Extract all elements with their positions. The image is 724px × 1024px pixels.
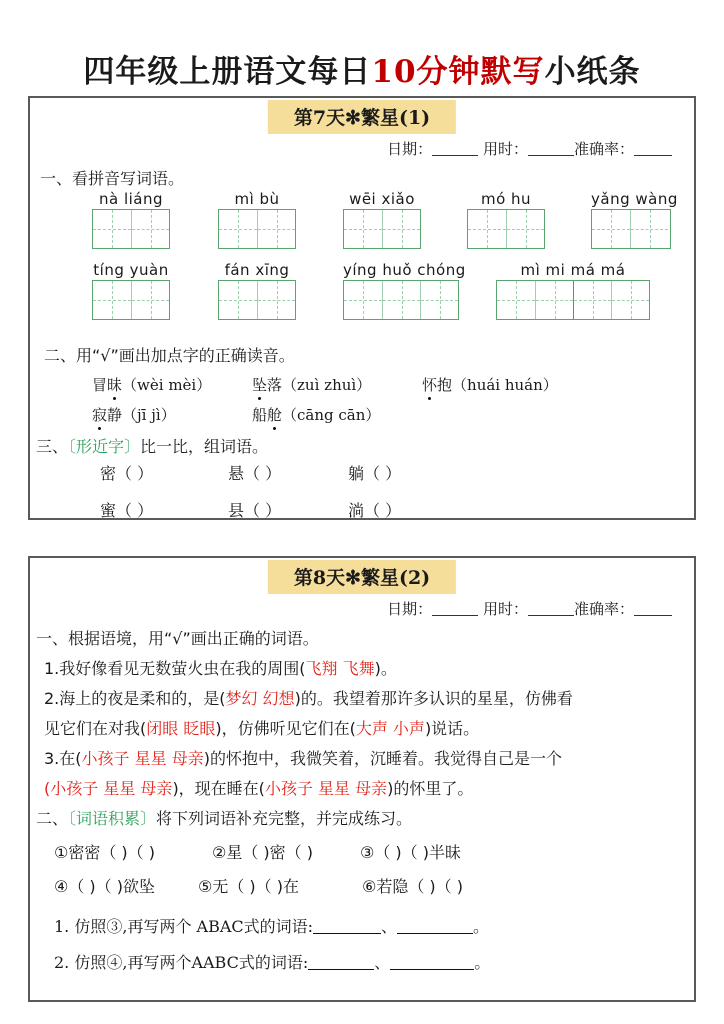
tianzige-box[interactable] bbox=[218, 209, 296, 249]
tianzige-cell[interactable] bbox=[573, 281, 611, 319]
day7-q3-row2-a[interactable]: 蜜（ ） bbox=[100, 501, 154, 520]
dotted-char: 怀 bbox=[422, 376, 438, 394]
tianzige-cell[interactable] bbox=[497, 281, 535, 319]
day7-q1-heading: 一、看拼音写词语。 bbox=[40, 169, 185, 188]
tianzige-cell[interactable] bbox=[131, 281, 169, 319]
sentence-text: 2.海上的夜是柔和的，是( bbox=[44, 689, 226, 708]
followup-blank[interactable] bbox=[390, 955, 474, 970]
day7-q3-row1-b[interactable]: 悬（ ） bbox=[228, 464, 282, 483]
tianzige-cell[interactable] bbox=[630, 210, 668, 248]
tianzige-box[interactable] bbox=[343, 209, 421, 249]
day7-accuracy-label: 准确率： bbox=[573, 140, 634, 158]
dotted-char: 坠 bbox=[252, 376, 268, 394]
pinyin-text: wēi xiǎo bbox=[349, 190, 415, 208]
followup-end: 。 bbox=[473, 917, 490, 936]
tianzige-cell[interactable] bbox=[219, 281, 257, 319]
pinyin-group bbox=[218, 190, 296, 249]
day8-date-label: 日期： bbox=[387, 600, 433, 618]
tianzige-cell[interactable] bbox=[344, 210, 382, 248]
sentence-text: 1.我好像看见无数萤火虫在我的周围( bbox=[44, 659, 306, 678]
pinyin-group bbox=[343, 261, 466, 320]
day8-sentence-2a bbox=[44, 686, 573, 709]
followup-text: 1. 仿照③,再写两个 ABAC式的词语: bbox=[54, 917, 314, 936]
word-text: 抱 bbox=[437, 376, 453, 394]
followup-blank[interactable] bbox=[397, 919, 473, 934]
day7-time-blank[interactable] bbox=[528, 140, 574, 156]
page-title-highlight: 10分钟默写 bbox=[371, 54, 545, 90]
pinyin-group bbox=[591, 190, 678, 249]
pinyin-options[interactable]: （huái huán） bbox=[452, 376, 558, 394]
dotted-char: 寂 bbox=[92, 406, 108, 424]
day7-q3-row2-c[interactable]: 淌（ ） bbox=[348, 501, 402, 520]
pinyin-group bbox=[92, 190, 170, 249]
day7-q2-item-1 bbox=[92, 374, 211, 395]
worksheet-card-day8 bbox=[28, 556, 696, 1002]
day7-date-label: 日期： bbox=[387, 140, 433, 158]
followup-end: 。 bbox=[474, 953, 491, 972]
day7-q3-number: 三、 bbox=[36, 437, 69, 456]
day8-meta-line bbox=[387, 598, 672, 619]
day7-q2-item-2 bbox=[252, 374, 371, 395]
dotted-char: 昧 bbox=[107, 376, 123, 394]
day7-q3-row1-c[interactable]: 躺（ ） bbox=[348, 464, 402, 483]
tianzige-box[interactable] bbox=[92, 209, 170, 249]
word-text: 冒 bbox=[92, 376, 108, 394]
sentence-text: )的怀抱中，我微笑着，沉睡着。我觉得自己是一个 bbox=[203, 749, 562, 768]
pinyin-options[interactable]: （zuì zhuì） bbox=[282, 376, 372, 394]
day8-q2-tag: 〔词语积累〕 bbox=[68, 809, 157, 828]
pinyin-options[interactable]: （jī jì） bbox=[122, 406, 176, 424]
pinyin-text: nà liáng bbox=[98, 190, 164, 208]
pinyin-text: fán xīng bbox=[224, 261, 290, 279]
tianzige-cell[interactable] bbox=[468, 210, 506, 248]
day7-q3-row2-b[interactable]: 县（ ） bbox=[228, 501, 282, 520]
pinyin-group bbox=[92, 261, 170, 320]
tianzige-cell[interactable] bbox=[382, 210, 420, 248]
day7-q2-heading: 二、用“√”画出加点字的正确读音。 bbox=[44, 346, 295, 365]
sentence-choice[interactable]: 小孩子 星星 母亲 bbox=[50, 779, 173, 798]
word-text: 船 bbox=[252, 406, 268, 424]
day7-q3-tag: 〔形近字〕 bbox=[68, 437, 141, 456]
pinyin-group bbox=[218, 261, 296, 320]
tianzige-cell[interactable] bbox=[257, 281, 295, 319]
word-text: 落 bbox=[267, 376, 283, 394]
pinyin-text: mó hu bbox=[480, 190, 532, 208]
tianzige-cell[interactable] bbox=[219, 210, 257, 248]
sentence-text: ( bbox=[44, 779, 51, 798]
day7-meta-line bbox=[387, 138, 672, 159]
day7-banner: 第7天✻繁星(1) bbox=[268, 100, 456, 134]
day8-sentence-1 bbox=[44, 656, 397, 679]
tianzige-cell[interactable] bbox=[592, 210, 630, 248]
day7-date-blank[interactable] bbox=[432, 140, 478, 156]
pinyin-text: yǎng wàng bbox=[591, 190, 678, 208]
day8-blank-row2-a[interactable]: ④（ )（ )欲坠 bbox=[54, 877, 156, 896]
tianzige-cell[interactable] bbox=[93, 281, 131, 319]
tianzige-box[interactable] bbox=[218, 280, 296, 320]
pinyin-options[interactable]: （wèi mèi） bbox=[122, 376, 212, 394]
day8-blank-row2-c[interactable]: ⑥若隐（ )（ ) bbox=[362, 877, 464, 896]
tianzige-cell[interactable] bbox=[131, 210, 169, 248]
dotted-char: 舱 bbox=[267, 406, 283, 424]
sentence-choice[interactable]: 小孩子 星星 母亲 bbox=[264, 779, 388, 798]
sentence-choice[interactable]: 梦幻 幻想 bbox=[225, 689, 295, 708]
pinyin-group bbox=[467, 190, 545, 249]
day8-q2-text: 将下列词语补充完整，并完成练习。 bbox=[156, 809, 413, 828]
pinyin-text: mì mi má má bbox=[520, 261, 626, 279]
tianzige-cell[interactable] bbox=[611, 281, 649, 319]
day7-q2-item-5 bbox=[252, 404, 380, 425]
pinyin-options[interactable]: （cāng cān） bbox=[282, 406, 381, 424]
day7-time-label: 用时： bbox=[482, 140, 528, 158]
sentence-text: )。 bbox=[374, 659, 397, 678]
day8-sentence-3b bbox=[44, 776, 473, 799]
tianzige-cell[interactable] bbox=[257, 210, 295, 248]
page-title-part2: 小纸条 bbox=[544, 54, 641, 90]
day7-q3-row1-a[interactable]: 密（ ） bbox=[100, 464, 154, 483]
day7-q2-item-3 bbox=[422, 374, 558, 395]
day8-blank-row1-b[interactable]: ②星（ )密（ ) bbox=[212, 843, 314, 862]
pinyin-group bbox=[496, 261, 650, 320]
sentence-text: )，仿佛听见它们在( bbox=[215, 719, 356, 738]
day8-q2-number: 二、 bbox=[36, 809, 69, 828]
sentence-text: )说话。 bbox=[424, 719, 480, 738]
day8-accuracy-blank[interactable] bbox=[634, 600, 672, 616]
sentence-text: 3.在( bbox=[44, 749, 82, 768]
followup-text: 2. 仿照④,再写两个AABC式的词语: bbox=[54, 953, 309, 972]
day8-q2-heading bbox=[36, 806, 412, 829]
day8-date-blank[interactable] bbox=[432, 600, 478, 616]
day8-blank-row2-b[interactable]: ⑤无（ )（ )在 bbox=[198, 877, 300, 896]
followup-blank[interactable] bbox=[308, 955, 374, 970]
day8-followup-1 bbox=[54, 914, 489, 937]
tianzige-cell[interactable] bbox=[344, 281, 382, 319]
pinyin-text: tíng yuàn bbox=[93, 261, 169, 279]
sentence-choice[interactable]: 大声 小声 bbox=[355, 719, 425, 738]
pinyin-group bbox=[343, 190, 421, 249]
day8-time-blank[interactable] bbox=[528, 600, 574, 616]
day8-q1-heading: 一、根据语境，用“√”画出正确的词语。 bbox=[36, 629, 319, 648]
page-title bbox=[0, 46, 724, 91]
followup-sep: 、 bbox=[374, 953, 391, 972]
tianzige-cell[interactable] bbox=[420, 281, 458, 319]
tianzige-cell[interactable] bbox=[535, 281, 573, 319]
day8-blank-row1-c[interactable]: ③（ )（ )半昧 bbox=[360, 843, 462, 862]
day8-time-label: 用时： bbox=[482, 600, 528, 618]
sentence-choice[interactable]: 小孩子 星星 母亲 bbox=[81, 749, 204, 768]
tianzige-box[interactable] bbox=[591, 209, 671, 249]
sentence-text: 见它们在对我( bbox=[44, 719, 147, 738]
day8-banner: 第8天✻繁星(2) bbox=[268, 560, 456, 594]
followup-blank[interactable] bbox=[313, 919, 381, 934]
tianzige-box[interactable] bbox=[496, 280, 650, 320]
word-text: 静 bbox=[107, 406, 123, 424]
pinyin-text: mì bù bbox=[234, 190, 280, 208]
sentence-text: )的。我望着那许多认识的星星，仿佛看 bbox=[294, 689, 573, 708]
day8-blank-row1-a[interactable]: ①密密（ )（ ) bbox=[54, 843, 156, 862]
tianzige-cell[interactable] bbox=[93, 210, 131, 248]
pinyin-text: yíng huǒ chóng bbox=[343, 261, 466, 279]
page-title-part1: 四年级上册语文每日 bbox=[83, 54, 372, 90]
sentence-text: )，现在睡在( bbox=[172, 779, 265, 798]
worksheet-card-day7 bbox=[28, 96, 696, 520]
day7-q3-heading bbox=[36, 434, 268, 457]
tianzige-box[interactable] bbox=[467, 209, 545, 249]
tianzige-box[interactable] bbox=[343, 280, 459, 320]
sentence-choice[interactable]: 闭眼 眨眼 bbox=[146, 719, 216, 738]
day7-q2-item-4 bbox=[92, 404, 176, 425]
tianzige-cell[interactable] bbox=[506, 210, 544, 248]
tianzige-cell[interactable] bbox=[382, 281, 420, 319]
day8-sentence-3a bbox=[44, 746, 562, 769]
day7-accuracy-blank[interactable] bbox=[634, 140, 672, 156]
sentence-choice[interactable]: 飞翔 飞舞 bbox=[305, 659, 375, 678]
followup-sep: 、 bbox=[381, 917, 398, 936]
tianzige-box[interactable] bbox=[92, 280, 170, 320]
day8-accuracy-label: 准确率： bbox=[573, 600, 634, 618]
day8-sentence-2b bbox=[44, 716, 479, 739]
day7-q3-text: 比一比，组词语。 bbox=[140, 437, 269, 456]
day8-followup-2 bbox=[54, 950, 490, 973]
sentence-text: )的怀里了。 bbox=[387, 779, 474, 798]
